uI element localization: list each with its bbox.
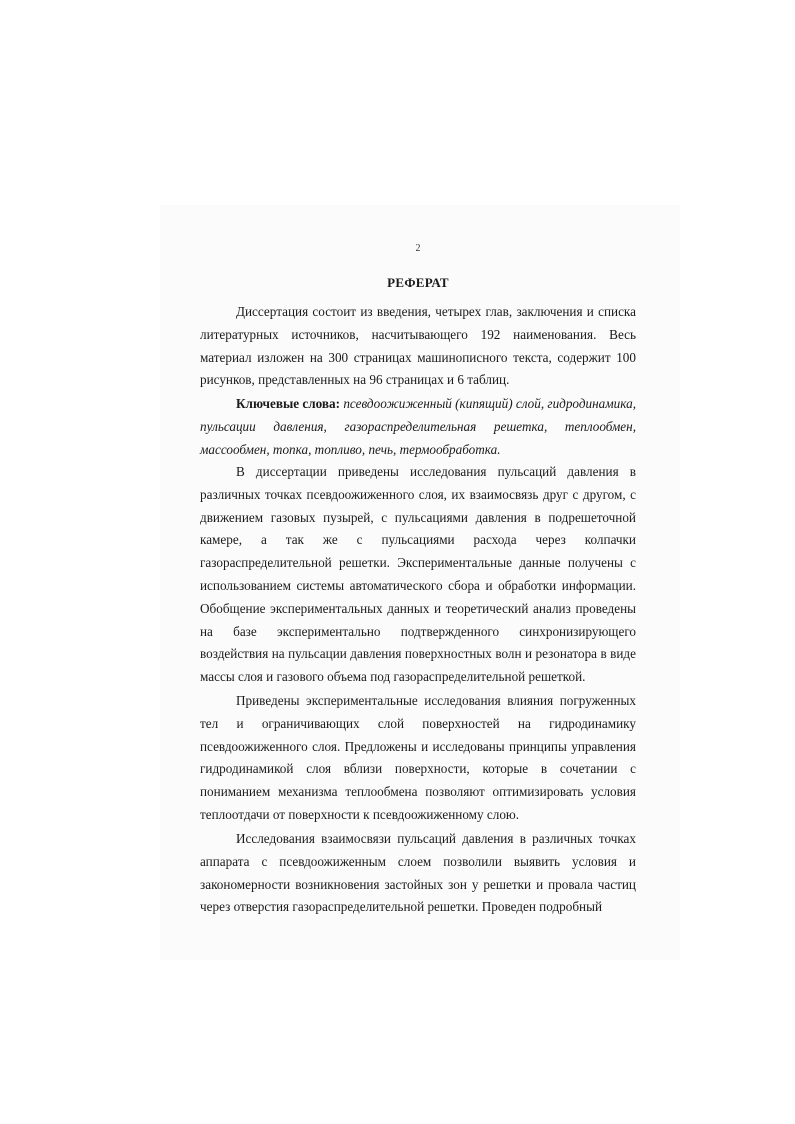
- keywords-label: Ключевые слова:: [236, 396, 341, 411]
- paragraph-research: В диссертации приведены исследования пульсаций давления в различных точках псевдоожиженного слоя, их взаимосвязь друг с другом, с движением газовых пузырей, с пульсациями давления в подрешеточной камере, а так же с пульсациями расхода через колпачки газораспределительной решетки. Экспериментальные данные получены с использованием системы автоматического сбора и обработки информации. Обобщение экспериментальных данных и теоретический анализ проведены на базе экспериментально подтвержденного синхронизирующего воздействия на пульсации давления поверхностных волн и резонатора в виде массы слоя и газового объема под газораспределительной решеткой.: [200, 464, 636, 685]
- abstract-text: [200, 301, 636, 392]
- keywords-list: псевдоожиженный (кипящий) слой, гидродинамика, пульсации давления, газораспределительная решетка, теплообмен, массообмен, топка, топливо, печь, термообработка.: [200, 396, 636, 457]
- paragraph-keywords: [200, 393, 636, 461]
- stagnation-block: [200, 828, 636, 919]
- research-block: [200, 461, 636, 689]
- keywords-block: [200, 393, 636, 461]
- paragraph-intro: Диссертация состоит из введения, четырех глав, заключения и списка литературных источников, насчитывающего 192 наименования. Весь материал изложен на 300 страницах машинописного текста, содержит 100 рисунков, представленных на 96 страницах и 6 таблиц.: [200, 304, 636, 388]
- page-title: РЕФЕРАТ: [387, 275, 449, 290]
- immersed-block: [200, 690, 636, 827]
- page-number: 2: [415, 243, 421, 254]
- paragraph-immersed: Приведены экспериментальные исследования влияния погруженных тел и ограничивающих слой поверхностей на гидродинамику псевдоожиженного слоя. Предложены и исследованы принципы управления гидродинамикой слоя вблизи поверхности, которые в сочетании с пониманием механизма теплообмена позволяют оптимизировать условия теплоотдачи от поверхности к псевдоожиженному слою.: [200, 693, 636, 822]
- paragraph-stagnation: Исследования взаимосвязи пульсаций давления в различных точках аппарата с псевдоожиженным слоем позволили выявить условия и закономерности возникновения застойных зон у решетки и провала частиц через отверстия газораспределительной решетки. Проведен подробный: [200, 831, 636, 915]
